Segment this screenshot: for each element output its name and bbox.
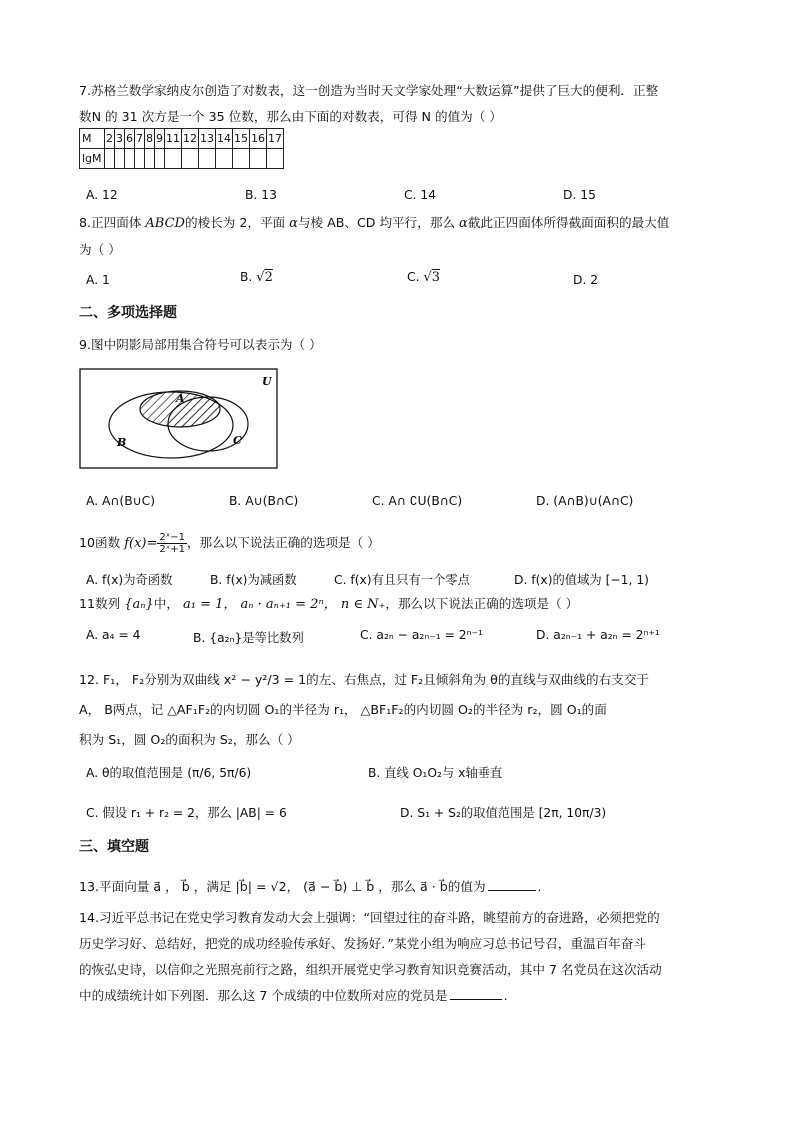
table-cell: 2 bbox=[105, 129, 115, 149]
label-b: B bbox=[117, 436, 127, 449]
section-3-heading: 三、填空题 bbox=[79, 839, 149, 855]
q8-option-a[interactable]: A. 1 bbox=[86, 273, 110, 287]
q7-option-b[interactable]: B. 13 bbox=[245, 188, 277, 202]
q8-line2: 为（ ） bbox=[79, 242, 121, 257]
table-cell: 3 bbox=[115, 129, 125, 149]
q11-option-d[interactable]: D. a₂ₙ₋₁ + a₂ₙ = 2ⁿ⁺¹ bbox=[536, 628, 660, 642]
question-8 bbox=[79, 210, 719, 263]
q9-option-c[interactable]: C. A∩ ∁U(B∩C) bbox=[372, 494, 463, 508]
table-cell: 12 bbox=[182, 129, 199, 149]
q14-line4: 中的成绩统计如下列图．那么这 7 个成绩的中位数所对应的党员是 . bbox=[79, 988, 508, 1003]
table-cell: 8 bbox=[145, 129, 155, 149]
q11-option-a[interactable]: A. a₄ = 4 bbox=[86, 628, 141, 642]
q14-line2: 历史学习好、总结好，把党的成功经验传承好、发扬好．”某党小组为响应习总书记号召，重温百年奋斗 bbox=[79, 936, 646, 951]
table-header-lgm: lgM bbox=[80, 149, 105, 169]
label-u: U bbox=[262, 375, 272, 388]
question-10: 10函数 f(x)= $\frac{\text{2ˣ−1}}{\text{2ˣ+1}}$ ，那么以下说法正确的选项是（ ） bbox=[79, 532, 380, 555]
log-table-row-lgm bbox=[80, 149, 284, 169]
q10-option-b[interactable]: B. f(x)为减函数 bbox=[210, 573, 297, 587]
q12-option-d[interactable]: D. S₁ + S₂的取值范围是 [2π, 10π/3) bbox=[400, 806, 607, 820]
table-cell: 15 bbox=[233, 129, 250, 149]
q12-option-b[interactable]: B. 直线 O₁O₂与 x轴垂直 bbox=[368, 766, 503, 780]
q8-line1: 8.正四面体 ABCD的棱长为 2，平面 α与棱 AB、CD 均平行，那么 α截此正四面体所得截面面积的最大值 bbox=[79, 215, 670, 231]
table-cell: 6 bbox=[125, 129, 135, 149]
q8-option-b[interactable]: B. √2 bbox=[240, 270, 273, 285]
table-header-m: M bbox=[80, 129, 105, 149]
table-cell: 16 bbox=[250, 129, 267, 149]
question-9: 9.图中阴影局部用集合符号可以表示为（ ） bbox=[79, 337, 322, 352]
q14-answer-blank[interactable] bbox=[450, 987, 502, 1000]
table-cell: 17 bbox=[267, 129, 284, 149]
q13-answer-blank[interactable] bbox=[488, 878, 536, 891]
label-c: C bbox=[233, 434, 242, 447]
table-cell: 13 bbox=[199, 129, 216, 149]
venn-diagram bbox=[79, 368, 279, 470]
q12-line3: 积为 S₁，圆 O₂的面积为 S₂，那么（ ） bbox=[79, 732, 300, 747]
q14-line3: 的恢弘史诗，以信仰之光照亮前行之路，组织开展党史学习教育知识竞赛活动，其中 7 名党员在这次活动 bbox=[79, 962, 662, 977]
q9-option-b[interactable]: B. A∪(B∩C) bbox=[229, 494, 299, 508]
table-cell: 11 bbox=[165, 129, 182, 149]
table-cell: 9 bbox=[155, 129, 165, 149]
q7-line1: 7.苏格兰数学家纳皮尔创造了对数表，这一创造为当时天文学家处理“大数运算”提供了巨大的便利．正整 bbox=[79, 83, 659, 98]
q12-line1: 12. F₁， F₂分别为双曲线 x² − y²/3 = 1的左、右焦点，过 F₂且倾斜角为 θ的直线与双曲线的右支交于 bbox=[79, 672, 650, 687]
question-12 bbox=[79, 665, 729, 755]
q7-option-a[interactable]: A. 12 bbox=[86, 188, 118, 202]
question-14 bbox=[79, 905, 719, 1009]
q14-line1: 14.习近平总书记在党史学习教育发动大会上强调：“回望过往的奋斗路，眺望前方的奋进路，必须把党的 bbox=[79, 910, 660, 925]
section-2-heading: 二、多项选择题 bbox=[79, 305, 177, 321]
q11-option-c[interactable]: C. a₂ₙ − a₂ₙ₋₁ = 2ⁿ⁻¹ bbox=[360, 628, 483, 642]
q8-option-c[interactable]: C. √3 bbox=[407, 270, 440, 285]
question-11: 11数列 {aₙ}中， a₁ = 1， aₙ · aₙ₊₁ = 2ⁿ， n ∈ N₊，那么以下说法正确的选项是（ ） bbox=[79, 596, 579, 612]
q7-line2: 数N 的 31 次方是一个 35 位数，那么由下面的对数表，可得 N 的值为（ ） bbox=[79, 109, 502, 124]
sqrt-2: √2 bbox=[256, 270, 273, 285]
log-table-row-m bbox=[80, 129, 284, 149]
q12-option-a[interactable]: A. θ的取值范围是 (π/6, 5π/6) bbox=[86, 766, 252, 780]
question-13: 13.平面向量 a⃗ ， b⃗ ，满足 |b⃗| = √2， (a⃗ − b⃗) ⊥ b⃗ ，那么 a⃗ · b⃗的值为 . bbox=[79, 879, 542, 894]
q11-option-b[interactable]: B. {a₂ₙ}是等比数列 bbox=[193, 631, 304, 645]
q10-fraction: $\frac{\text{2ˣ−1}}{\text{2ˣ+1}}$ bbox=[159, 532, 185, 555]
q10-option-a[interactable]: A. f(x)为奇函数 bbox=[86, 573, 173, 587]
q9-option-d[interactable]: D. (A∩B)∪(A∩C) bbox=[536, 494, 634, 508]
sqrt-3: √3 bbox=[423, 270, 440, 285]
table-cell: 14 bbox=[216, 129, 233, 149]
q8-option-d[interactable]: D. 2 bbox=[573, 273, 599, 287]
question-7 bbox=[79, 78, 719, 130]
q12-line2: A， B两点，记 △AF₁F₂的内切圆 O₁的半径为 r₁， △BF₁F₂的内切圆 O₂的半径为 r₂，圆 O₁的面 bbox=[79, 702, 607, 717]
q7-option-c[interactable]: C. 14 bbox=[404, 188, 437, 202]
log-table bbox=[79, 128, 284, 169]
q9-option-a[interactable]: A. A∩(B∪C) bbox=[86, 494, 156, 508]
q10-option-d[interactable]: D. f(x)的值域为 [−1, 1) bbox=[514, 573, 649, 587]
label-a: A bbox=[176, 392, 185, 405]
table-cell: 7 bbox=[135, 129, 145, 149]
q12-option-c[interactable]: C. 假设 r₁ + r₂ = 2，那么 |AB| = 6 bbox=[86, 806, 287, 820]
q10-option-c[interactable]: C. f(x)有且只有一个零点 bbox=[334, 573, 470, 587]
q7-option-d[interactable]: D. 15 bbox=[563, 188, 596, 202]
